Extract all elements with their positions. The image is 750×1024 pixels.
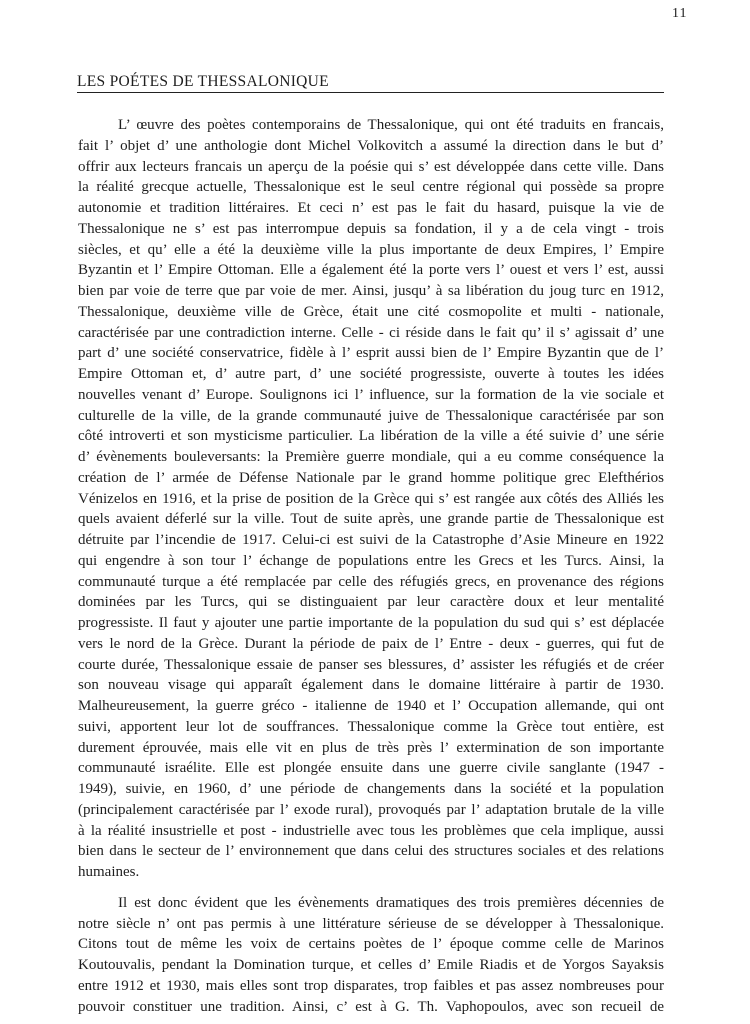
text-line: Thessalonique ne s’ est pas interrompue depuis sa fondation, il y a de cela vingt - trois bbox=[78, 220, 664, 237]
text-line: dominées par les Turcs, qui se distinguaient par leur caractère doux et leur mentalité bbox=[78, 594, 664, 611]
text-line: bien par voie de terre que par voie de mer. Ainsi, jusqu’ à sa libération du joug turc en 1912, bbox=[78, 283, 664, 299]
text-line: Thessalonique, deuxième ville de Grèce, était une cité cosmopolite et multi - nationale, bbox=[78, 303, 664, 320]
body-text bbox=[78, 115, 664, 1017]
text-line: quels avaient déferlé sur la ville. Tout de suite après, une grande partie de Thessalonique est bbox=[78, 511, 664, 528]
text-line: vers le nord de la Grèce. Durant la période de paix de l’ Entre - deux - guerres, qui fut de bbox=[78, 635, 664, 652]
text-line: qui engendre à son tour l’ échange de populations entre les Grecs et les Turcs. Ainsi, la bbox=[78, 552, 664, 569]
text-line: (principalement caractérisée par l’ exode rural), provoqués par l’ adaptation brutale de la ville bbox=[78, 801, 664, 818]
text-line: pouvoir constituer une tradition. Ainsi, c’ est à G. Th. Vaphopoulos, avec son recueil de bbox=[78, 998, 664, 1015]
text-line: son nouveau visage qui apparaît également dans le domaine littéraire à partir de 1930. bbox=[78, 677, 664, 694]
text-line: Koutouvalis, pendant la Domination turque, et celles d’ Emile Riadis et de Yorgos Sayaksis bbox=[78, 957, 664, 973]
text-line: Vénizelos en 1916, et la prise de position de la Grèce qui s’ est rangée aux côtés des Alliés les bbox=[78, 490, 664, 507]
page-number: 11 bbox=[672, 6, 688, 21]
text-line: courte durée, Thessalonique essaie de panser ses blessures, d’ assister les réfugiés et de créer bbox=[78, 656, 664, 673]
text-line: notre siècle n’ ont pas permis à une littérature sérieuse de se développer à Thessalonique. bbox=[78, 915, 664, 932]
text-line: part d’ une société conservatrice, fidèle à l’ esprit aussi bien de l’ Empire Byzantin que de l’ bbox=[78, 345, 664, 362]
text-line: communauté turque a été remplacée par celle des réfugiés grecs, en provenance des régions bbox=[78, 573, 664, 590]
paragraph bbox=[78, 893, 664, 1018]
text-line: Il est donc évident que les évènements dramatiques des trois premières décennies de bbox=[118, 894, 664, 911]
text-line: entre 1912 et 1930, mais elles sont trop disparates, trop faibles et pas assez nombreuses pour bbox=[78, 977, 664, 994]
text-line: L’ œuvre des poètes contemporains de Thessalonique, qui ont été traduits en francais, bbox=[118, 117, 664, 133]
text-line: bien dans le secteur de l’ environnement que dans celui des structures sociales et des relations bbox=[78, 843, 664, 860]
text-line: création de l’ armée de Défense Nationale par le grand homme politique grec Elefthérios bbox=[78, 469, 664, 486]
text-line: offrir aux lecteurs francais un aperçu de la poésie qui s’ est développée dans cette ville. Dans bbox=[78, 158, 664, 175]
text-line: Empire Ottoman et, d’ autre part, d’ une société progressiste, ouverte à toutes les idées bbox=[78, 366, 664, 382]
text-line: caractérisée par une contradiction interne. Celle - ci réside dans le fait qu’ il s’ agissait d’ une bbox=[78, 324, 664, 341]
header-rule bbox=[77, 92, 664, 93]
text-line: d’ évènements bouleversants: la Première guerre mondiale, qui a eu comme conséquence la bbox=[78, 449, 664, 465]
text-line: suivi, apportent leur lot de souffrances. Thessalonique comme la Grèce tout entière, est bbox=[78, 718, 664, 735]
text-line: humaines. bbox=[78, 864, 140, 880]
text-line: côté introverti et son mysticisme particulier. La libération de la ville a été suivie d’ une série bbox=[78, 428, 664, 445]
text-line: nouvelles venant d’ Europe. Soulignons ici l’ influence, sur la formation de la vie sociale et bbox=[78, 386, 664, 403]
text-line: Byzantin et l’ Empire Ottoman. Elle a également été la porte vers l’ ouest et vers l’ est, aussi bbox=[78, 262, 664, 279]
text-line: durement éprouvée, mais elle vit en plus de très près l’ extermination de son importante bbox=[78, 739, 664, 756]
text-line: siècles, et qu’ elle a été la deuxième ville la plus importante de deux Empires, l’ Empire bbox=[78, 241, 664, 258]
text-line: Malheureusement, la guerre gréco - italienne de 1940 et l’ Occupation allemande, qui ont bbox=[78, 698, 664, 714]
text-line: détruite par l’incendie de 1917. Celui-ci est suivi de la Catastrophe d’Asie Mineure en 1922 bbox=[78, 532, 664, 548]
text-line: la réalité grecque actuelle, Thessalonique est le seul centre régional qui possède sa propre bbox=[78, 179, 664, 196]
text-line: Citons tout de même les voix de certains poètes de l’ époque comme celle de Marinos bbox=[78, 936, 664, 953]
text-line: autonomie et tradition littéraires. Et ceci n’ est pas le fait du hasard, puisque la vie de bbox=[78, 200, 664, 216]
running-head: LES POÉTES DE THESSALONIQUE bbox=[77, 73, 329, 90]
text-line: communauté israélite. Elle est plongée ensuite dans une guerre civile sanglante (1947 - bbox=[78, 760, 664, 777]
text-line: à la réalité insustrielle et post - industrielle avec tous les problèmes que cela implique, aussi bbox=[78, 822, 664, 839]
text-line: progressiste. Il faut y ajouter une partie importante de la population du sud qui s’ est déplacée bbox=[78, 615, 664, 631]
paragraph bbox=[78, 115, 664, 883]
text-line: 1949), suivie, en 1960, d’ une période de changements dans la société et la population bbox=[78, 781, 664, 797]
text-line: fait l’ objet d’ une anthologie dont Michel Volkovitch a assumé la direction dans le but d’ bbox=[78, 137, 664, 154]
text-line: culturelle de la ville, de la grande communauté juive de Thessalonique caractérisée par son bbox=[78, 407, 664, 424]
